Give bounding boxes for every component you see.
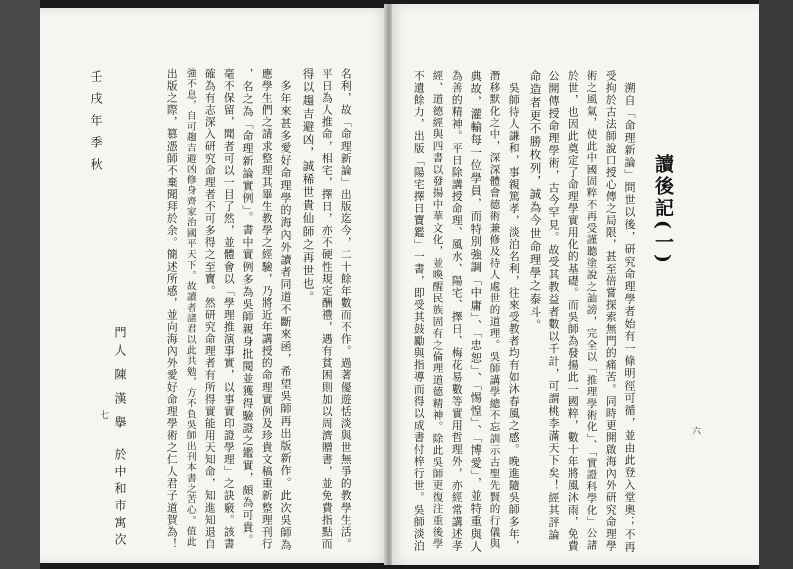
right-page-number: 六 [692, 427, 702, 437]
left-column-7: 毫不保留，聞者可以一目了然，並體會以「學理推演事實，以事實印證學理」之訣竅。該書 [222, 68, 236, 550]
right-page [392, 4, 759, 565]
right-column-4: 於世，也因此奠定了命理學實用化的基礎。而吳師為發揚此一國粹，數十年將風沐雨，免費 [566, 70, 580, 552]
left-page [40, 8, 387, 563]
right-column-6: 命造者更不勝枚列，誠為今世命理學之泰斗。 [528, 70, 543, 332]
right-column-5: 公開傳授命理學術，古今罕見。故受其教益者數以千計，可謂桃李滿天下矣！經其評論 [547, 70, 560, 542]
scan-right-edge [759, 0, 793, 569]
left-column-6: ，名之為「命理新論實例」。書中實例多為吳師親身批閱並獲得驗證之鑑實，頗為可貴。 [241, 68, 254, 547]
left-column-1: 名利，故「命理新論」出版迄今，二十餘年數而不作。過著優遊恬淡與世無爭的教學生活。 [339, 68, 353, 550]
left-column-2: 平日為人推命，相宅，擇日，亦不硬性規定酬禮，遇有貧困則加以周濟贈書，並免費指點而 [320, 68, 334, 550]
left-column-3: 得以趨吉避凶，誠稀世貴仙師之再世也。 [301, 68, 316, 304]
right-column-12: 不遺餘力，出版「陽宅擇日寶鑑」一書，即受其鼓勵與指導而得以成書付梓行世。吳師淡泊 [412, 70, 426, 552]
scan-left-edge [0, 0, 40, 569]
signature-name: 陳漢擧 [113, 368, 127, 440]
right-column-10: 為善的精神。平日除講授命理、風水、陽宅、擇日、梅花易數等實用哲理外，亦經常講述孝 [450, 70, 464, 552]
page-title: 讀後記(一) [652, 154, 674, 266]
left-page-number: 七 [100, 411, 110, 421]
right-column-7: 吳師待人謙和，事親篤孝，淡泊名利，往來受教者均有如沐春風之感。晚進隨吳師多年， [507, 82, 521, 552]
right-column-9: 典故，灌輸每一位學員，而特別強調「中庸」、「忠恕」、「惕惶」、「博愛」，並特重與人 [469, 70, 483, 554]
date-line: 壬戌年季秋 [89, 70, 103, 180]
right-column-11: 經、道德經與四書以發揚中華文化，並喚醒民族固有之倫理道德精神。除此吳師更復注重後學 [431, 70, 444, 550]
right-column-2: 受拘於古法師說口授心傳之局限，甚至倍嘗探索無門的痛苦。同時更開啟海內外研究命理學 [604, 70, 618, 552]
right-column-8: 潛移默化之中，深深體會德術兼修及待人處世的道理。吳師講學總不忘訓示古聖先賢的行儀與 [488, 70, 501, 550]
signature-place: 於中和市寓次 [113, 448, 127, 550]
right-column-1: 溯自「命理新論」問世以後，研究命理學者始有一條明徑可循，並由此登入堂奧；不再 [623, 82, 636, 554]
left-column-4: 多年來甚多愛好命理學的海內外讀者同道不斷來函，希望吳師再出版新作。此次吳師為 [279, 80, 292, 552]
left-column-5: 應學生們之請求整理其畢生教學之經驗，乃將近年講授的命理實例及珍貴文稿重新整理刊行 [260, 68, 274, 550]
signature-label: 門人 [113, 326, 127, 362]
left-column-8: 確為有志深入研究命理者不可多得之至寶。然研究命理者有所得實能用天知命，知進知退自 [203, 68, 217, 550]
right-column-3: 術之風氣，使此中國固粹不再受謹聽塗說之訕謗，完全以「推理學術化」、「實證科學化」公諸 [585, 70, 598, 551]
left-column-10: 出版之際，篡憑師不棄聞拜於余。簡述所感，並向海內外愛好命理學術之仁人君子道賀為！ [165, 68, 179, 550]
left-column-9: 強不息，自可趨吉避凶修身齊家治國平天下。故讀者諸君以此共勉，方不負吳師出刊本書之苦心。值此 [184, 68, 196, 548]
